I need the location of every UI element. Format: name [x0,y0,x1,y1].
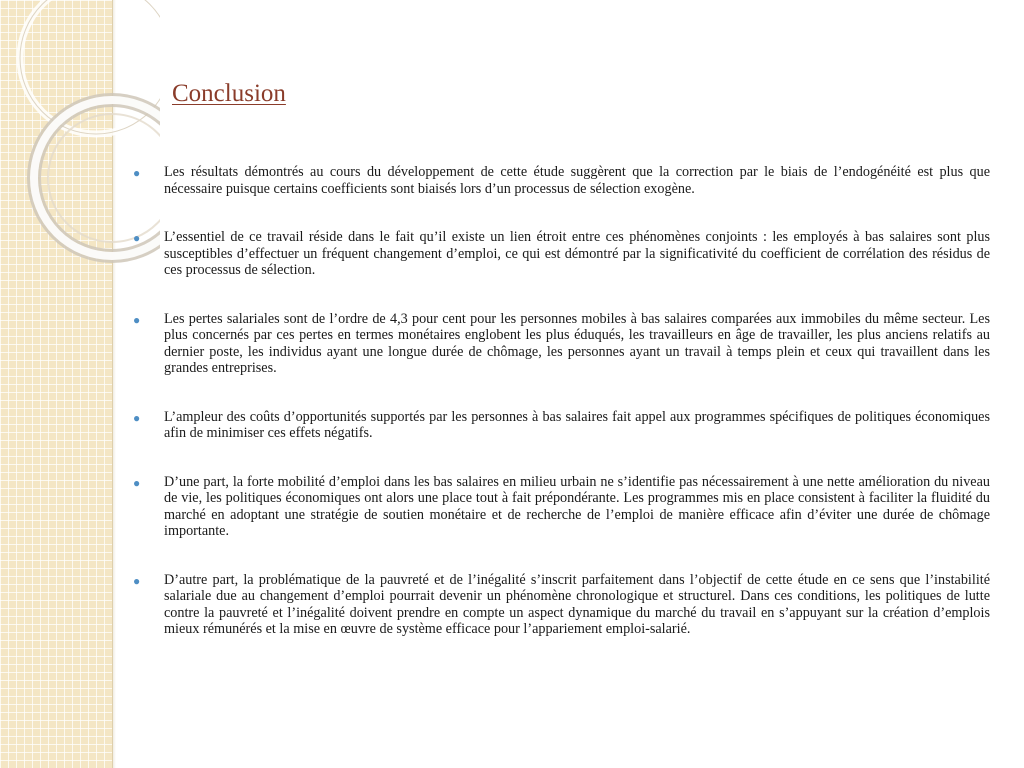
bullet-text: Les résultats démontrés au cours du développement de cette étude suggèrent que la correction par le biais de l’endogénéité est plus que nécessaire puisque certains coefficients sont biaisés lors d’un processus de sélection exogène. [164,164,990,197]
bullet-text: L’essentiel de ce travail réside dans le fait qu’il existe un lien étroit entre ces phénomènes conjoints : les employés à bas salaires sont plus susceptibles d’effectuer un fréquent changement d’emploi, ce qui est démontré par la significativité du coefficient de corrélation des résidus de ces processus de sélection. [164,229,990,278]
bullet-dot-icon: ● [133,166,141,180]
bullet-dot-icon: ● [133,475,141,490]
bullet-text: D’une part, la forte mobilité d’emploi dans les bas salaires en milieu urbain ne s’identifie pas nécessairement à une nette amélioration du niveau de vie, les politiques économiques ont alors une place tout à fait prépondérante. Les programmes mis en place consistent à faciliter la fluidité du marché en adoptant une stratégie de soutien monétaire et de recherche de l’emploi de manière efficace afin d’éviter une durée de chômage importante. [164,473,990,539]
bullet-text: D’autre part, la problématique de la pauvreté et de l’inégalité s’inscrit parfaitement dans l’objectif de cette étude en ce sens que l’instabilité salariale due au changement d’emploi pourrait devenir un phénomène chronologique et structurel. Dans ces conditions, les politiques de lutte contre la pauvreté et l’inégalité doivent prendre en compte un aspect dynamique du marché du travail en s’appuyant sur la création d’emplois mieux rémunérés et la mise en œuvre de système efficace pour l’appariement emploi-salarié. [164,571,990,637]
bullet-text: L’ampleur des coûts d’opportunités supportés par les personnes à bas salaires fait appel aux programmes spécifiques de politiques économiques afin de minimiser ces effets négatifs. [164,408,990,441]
bullet-dot-icon: ● [133,573,141,588]
bullet-dot-icon: ● [133,410,141,425]
bullet-dot-icon: ● [133,312,141,327]
list-item [132,164,990,197]
list-item [132,572,990,638]
list-item [132,409,990,442]
bullet-list [132,164,990,670]
bullet-dot-icon: ● [133,231,141,245]
list-item [132,229,990,279]
bullet-text: Les pertes salariales sont de l’ordre de 4,3 pour cent pour les personnes mobiles à bas salaires comparées aux immobiles du même secteur. Les plus concernés par ces pertes en termes monétaires englobent les plus éduqués, les travailleurs en âge de travailler, les plus anciens relatifs au dernier poste, les individus ayant une longue durée de chômage, les personnes ayant un travail à temps plein et ceux qui travaillent dans les grandes entreprises. [164,310,990,376]
page-title: Conclusion [172,80,286,107]
list-item [132,474,990,540]
list-item [132,311,990,377]
